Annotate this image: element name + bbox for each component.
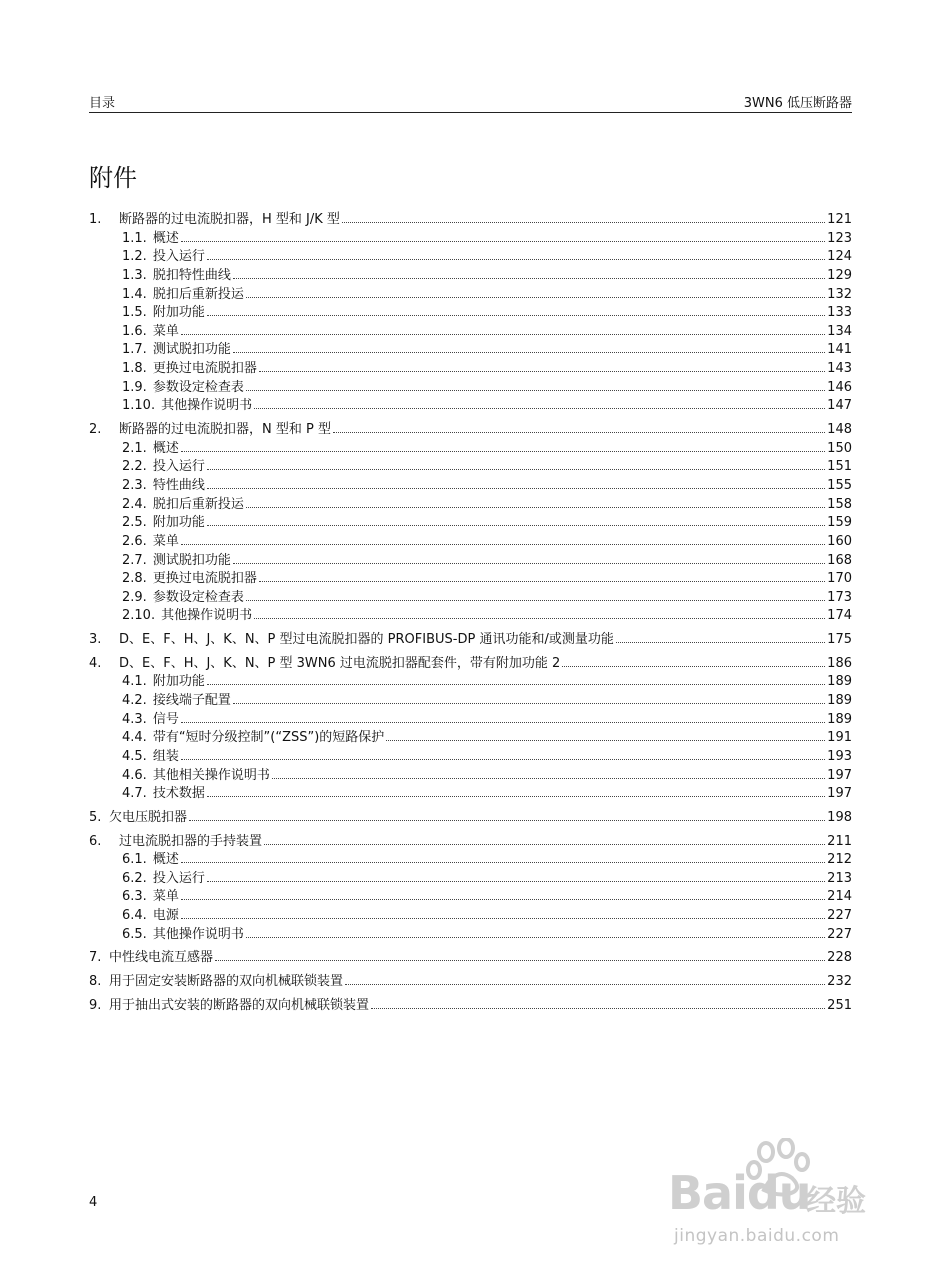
toc-entry-title: 概述 (152, 852, 179, 868)
toc-leader-dots (246, 599, 825, 601)
toc-leader-dots (371, 1007, 825, 1009)
toc-subentry[interactable] (89, 870, 852, 889)
toc-page-number: 133 (827, 305, 852, 321)
toc-leader-dots (616, 641, 825, 643)
toc-subentry[interactable] (89, 304, 852, 323)
toc-entry-number: 4.1. (122, 674, 147, 690)
toc-entry-title: 投入运行 (152, 459, 205, 475)
header-section-label: 目录 (89, 96, 116, 111)
toc-entry-title: 更换过电流脱扣器 (152, 361, 257, 377)
toc-leader-dots (207, 468, 825, 470)
toc-entry-number: 1.4. (122, 286, 147, 302)
toc-leader-dots (246, 296, 825, 298)
toc-entry[interactable] (89, 809, 852, 828)
toc-entry-title: 过电流脱扣器的手持装置 (119, 833, 263, 849)
toc-leader-dots (181, 917, 825, 919)
toc-entry-title: 中性线电流互感器 (109, 950, 214, 966)
toc-leader-dots (562, 665, 825, 667)
toc-section (89, 655, 852, 804)
toc-entry-title: 附加功能 (152, 305, 205, 321)
toc-page-number: 159 (827, 515, 852, 531)
toc-entry-number: 4.2. (122, 693, 147, 709)
toc-entry-number: 4. (89, 655, 102, 671)
toc-entry-title: 附加功能 (152, 674, 205, 690)
toc-leader-dots (259, 370, 825, 372)
toc-entry-title: 投入运行 (152, 870, 205, 886)
toc-page-number: 155 (827, 477, 852, 493)
toc-entry-title: 菜单 (152, 533, 179, 549)
toc-leader-dots (233, 562, 825, 564)
toc-subentry[interactable] (89, 767, 852, 786)
toc-leader-dots (246, 389, 825, 391)
toc-page-number: 143 (827, 361, 852, 377)
toc-page-number: 197 (827, 767, 852, 783)
toc-entry-number: 2.2. (122, 459, 147, 475)
toc-leader-dots (189, 819, 825, 821)
toc-page-number: 148 (827, 422, 852, 438)
toc-entry-number: 1.1. (122, 230, 147, 246)
toc-entry[interactable] (89, 421, 852, 440)
page-number: 4 (89, 1195, 98, 1210)
toc-entry-number: 2.7. (122, 552, 147, 568)
toc-entry-title: 接线端子配置 (152, 693, 231, 709)
toc-entry[interactable] (89, 833, 852, 852)
toc-entry-number: 1.2. (122, 249, 147, 265)
toc-subentry[interactable] (89, 785, 852, 804)
toc-subentry[interactable] (89, 673, 852, 692)
watermark-url: jingyan.baidu.com (674, 1226, 840, 1246)
toc-leader-dots (181, 898, 825, 900)
toc-subentry[interactable] (89, 607, 852, 626)
toc-subentry[interactable] (89, 514, 852, 533)
toc-page-number: 189 (827, 674, 852, 690)
toc-subentry[interactable] (89, 286, 852, 305)
toc-subentry[interactable] (89, 248, 852, 267)
toc-entry-number: 3. (89, 632, 102, 648)
toc-entry-title: 更换过电流脱扣器 (152, 571, 257, 587)
toc-section (89, 211, 852, 416)
toc-subentry[interactable] (89, 729, 852, 748)
toc-entry[interactable] (89, 949, 852, 968)
toc-page-number: 132 (827, 286, 852, 302)
toc-leader-dots (259, 580, 825, 582)
toc-entry-number: 1. (89, 212, 102, 227)
toc-entry[interactable] (89, 631, 852, 650)
toc-leader-dots (246, 936, 825, 938)
toc-entry-title: 参数设定检查表 (152, 379, 244, 395)
toc-entry-title: 组装 (152, 748, 179, 764)
toc-leader-dots (233, 351, 825, 353)
toc-entry-title: 技术数据 (152, 786, 205, 802)
toc-section (89, 833, 852, 945)
toc-leader-dots (181, 721, 825, 723)
toc-entry-title: 菜单 (152, 889, 179, 905)
toc-entry-title: 其他操作说明书 (161, 608, 253, 624)
toc-page-number: 193 (827, 748, 852, 764)
toc-subentry[interactable] (89, 570, 852, 589)
toc-entry-number: 4.4. (122, 730, 147, 746)
toc-entry-title: 脱扣后重新投运 (152, 286, 244, 302)
toc-entry-title: 投入运行 (152, 249, 205, 265)
toc-subentry[interactable] (89, 692, 852, 711)
page-header (89, 92, 852, 113)
toc-subentry[interactable] (89, 267, 852, 286)
toc-leader-dots (254, 407, 825, 409)
toc-entry-title: 参数设定检查表 (152, 589, 244, 605)
toc-section (89, 631, 852, 650)
toc-entry-title: D、E、F、H、J、K、N、P 型 3WN6 过电流脱扣器配套件，带有附加功能 2 (119, 655, 561, 671)
toc-page-number: 212 (827, 852, 852, 868)
table-of-contents (89, 211, 852, 1020)
toc-leader-dots (333, 431, 825, 433)
toc-entry-number: 9. (89, 997, 102, 1013)
toc-entry-title: 脱扣特性曲线 (152, 267, 231, 283)
toc-page-number: 147 (827, 398, 852, 414)
toc-entry-number: 2.10. (122, 608, 156, 624)
toc-subentry[interactable] (89, 440, 852, 459)
watermark-brand: Baidu (668, 1166, 811, 1220)
toc-subentry[interactable] (89, 888, 852, 907)
toc-leader-dots (181, 240, 825, 242)
toc-entry-title: 用于抽出式安装的断路器的双向机械联锁装置 (109, 997, 370, 1013)
toc-entry-number: 5. (89, 809, 102, 825)
toc-entry-number: 1.6. (122, 323, 147, 339)
toc-entry-number: 2.6. (122, 533, 147, 549)
toc-entry-title: 其他相关操作说明书 (152, 767, 270, 783)
toc-entry-number: 4.5. (122, 748, 147, 764)
toc-entry-title: 其他操作说明书 (161, 398, 253, 414)
toc-leader-dots (264, 843, 825, 845)
toc-page-number: 173 (827, 589, 852, 605)
toc-subentry[interactable] (89, 926, 852, 945)
toc-page-number: 134 (827, 323, 852, 339)
toc-entry-number: 1.5. (122, 305, 147, 321)
baidu-jingyan-watermark (668, 1138, 878, 1250)
toc-leader-dots (181, 543, 825, 545)
toc-page-number: 228 (827, 950, 852, 966)
toc-entry-number: 1.3. (122, 267, 147, 283)
toc-entry-number: 6.4. (122, 908, 147, 924)
toc-leader-dots (181, 450, 825, 452)
toc-entry-number: 4.7. (122, 786, 147, 802)
toc-entry-title: 菜单 (152, 323, 179, 339)
toc-entry-number: 7. (89, 950, 102, 966)
toc-entry-number: 6. (89, 833, 102, 849)
toc-entry-number: 2.5. (122, 515, 147, 531)
toc-subentry[interactable] (89, 379, 852, 398)
toc-leader-dots (207, 258, 825, 260)
toc-entry-title: 测试脱扣功能 (152, 552, 231, 568)
toc-leader-dots (207, 795, 825, 797)
toc-page-number: 232 (827, 973, 852, 989)
toc-leader-dots (233, 702, 825, 704)
toc-entry-number: 1.9. (122, 379, 147, 395)
toc-page-number: 189 (827, 711, 852, 727)
page-title: 附件 (89, 164, 137, 192)
toc-subentry[interactable] (89, 477, 852, 496)
toc-entry-number: 2.9. (122, 589, 147, 605)
toc-subentry[interactable] (89, 748, 852, 767)
toc-section (89, 973, 852, 992)
toc-page-number: 211 (827, 833, 852, 849)
toc-entry-title: 附加功能 (152, 515, 205, 531)
toc-entry[interactable] (89, 997, 852, 1016)
toc-entry-number: 2.3. (122, 477, 147, 493)
toc-subentry[interactable] (89, 851, 852, 870)
toc-leader-dots (342, 221, 825, 223)
toc-page-number: 227 (827, 926, 852, 942)
toc-entry-title: 脱扣后重新投运 (152, 496, 244, 512)
toc-entry[interactable] (89, 211, 852, 230)
toc-entry-title: 特性曲线 (152, 477, 205, 493)
toc-page-number: 213 (827, 870, 852, 886)
toc-page-number: 168 (827, 552, 852, 568)
toc-page-number: 214 (827, 889, 852, 905)
toc-page-number: 123 (827, 230, 852, 246)
toc-entry-title: D、E、F、H、J、K、N、P 型过电流脱扣器的 PROFIBUS-DP 通讯功能和/或测量功能 (119, 632, 614, 648)
toc-entry-number: 2.8. (122, 571, 147, 587)
toc-subentry[interactable] (89, 397, 852, 416)
toc-entry-title: 断路器的过电流脱扣器，N 型和 P 型 (119, 422, 331, 438)
toc-entry-title: 电源 (152, 908, 179, 924)
toc-entry-title: 欠电压脱扣器 (109, 809, 188, 825)
toc-page-number: 227 (827, 908, 852, 924)
toc-subentry[interactable] (89, 458, 852, 477)
toc-entry-number: 2.1. (122, 440, 147, 456)
toc-entry-number: 2.4. (122, 496, 147, 512)
toc-entry-number: 8. (89, 973, 102, 989)
toc-entry-number: 6.5. (122, 926, 147, 942)
toc-entry-title: 信号 (152, 711, 179, 727)
toc-entry-number: 1.8. (122, 361, 147, 377)
toc-page-number: 174 (827, 608, 852, 624)
toc-entry-title: 断路器的过电流脱扣器，H 型和 J/K 型 (119, 212, 340, 227)
toc-leader-dots (207, 880, 825, 882)
toc-entry-title: 带有“短时分级控制”(“ZSS”)的短路保护 (152, 730, 385, 746)
toc-entry[interactable] (89, 973, 852, 992)
watermark-brand-cn: 经验 (806, 1184, 866, 1219)
toc-page-number: 191 (827, 730, 852, 746)
toc-subentry[interactable] (89, 323, 852, 342)
toc-subentry[interactable] (89, 496, 852, 515)
toc-section (89, 997, 852, 1016)
toc-page-number: 141 (827, 342, 852, 358)
toc-leader-dots (345, 983, 825, 985)
toc-leader-dots (272, 777, 825, 779)
toc-section (89, 421, 852, 626)
toc-leader-dots (246, 506, 825, 508)
toc-page-number: 158 (827, 496, 852, 512)
toc-entry-number: 4.3. (122, 711, 147, 727)
toc-entry-number: 6.3. (122, 889, 147, 905)
toc-page-number: 160 (827, 533, 852, 549)
toc-subentry[interactable] (89, 711, 852, 730)
toc-subentry[interactable] (89, 589, 852, 608)
toc-page-number: 146 (827, 379, 852, 395)
toc-page-number: 189 (827, 693, 852, 709)
toc-leader-dots (207, 487, 825, 489)
toc-entry-number: 1.7. (122, 342, 147, 358)
toc-page-number: 175 (827, 632, 852, 648)
toc-leader-dots (386, 739, 825, 741)
toc-entry-title: 概述 (152, 230, 179, 246)
toc-entry-title: 用于固定安装断路器的双向机械联锁装置 (109, 973, 344, 989)
toc-subentry[interactable] (89, 341, 852, 360)
toc-page-number: 170 (827, 571, 852, 587)
toc-leader-dots (207, 524, 825, 526)
toc-page-number: 150 (827, 440, 852, 456)
toc-entry-number: 4.6. (122, 767, 147, 783)
toc-page-number: 151 (827, 459, 852, 475)
toc-leader-dots (254, 617, 825, 619)
toc-subentry[interactable] (89, 533, 852, 552)
toc-page-number: 197 (827, 786, 852, 802)
toc-entry-title: 测试脱扣功能 (152, 342, 231, 358)
toc-page-number: 121 (827, 212, 852, 227)
toc-subentry[interactable] (89, 552, 852, 571)
toc-entry-number: 1.10. (122, 398, 156, 414)
toc-entry-number: 6.1. (122, 852, 147, 868)
toc-page-number: 186 (827, 655, 852, 671)
toc-leader-dots (233, 277, 825, 279)
toc-subentry[interactable] (89, 907, 852, 926)
toc-page-number: 124 (827, 249, 852, 265)
toc-leader-dots (181, 758, 825, 760)
header-document-title: 3WN6 低压断路器 (743, 96, 852, 111)
toc-leader-dots (207, 314, 825, 316)
toc-subentry[interactable] (89, 230, 852, 249)
toc-entry[interactable] (89, 655, 852, 674)
toc-entry-number: 6.2. (122, 870, 147, 886)
toc-subentry[interactable] (89, 360, 852, 379)
toc-page-number: 251 (827, 997, 852, 1013)
toc-page-number: 198 (827, 809, 852, 825)
toc-leader-dots (207, 683, 825, 685)
toc-entry-title: 其他操作说明书 (152, 926, 244, 942)
toc-page-number: 129 (827, 267, 852, 283)
toc-leader-dots (215, 959, 825, 961)
toc-entry-title: 概述 (152, 440, 179, 456)
toc-section (89, 949, 852, 968)
toc-leader-dots (181, 333, 825, 335)
toc-leader-dots (181, 861, 825, 863)
toc-section (89, 809, 852, 828)
toc-entry-number: 2. (89, 422, 102, 438)
